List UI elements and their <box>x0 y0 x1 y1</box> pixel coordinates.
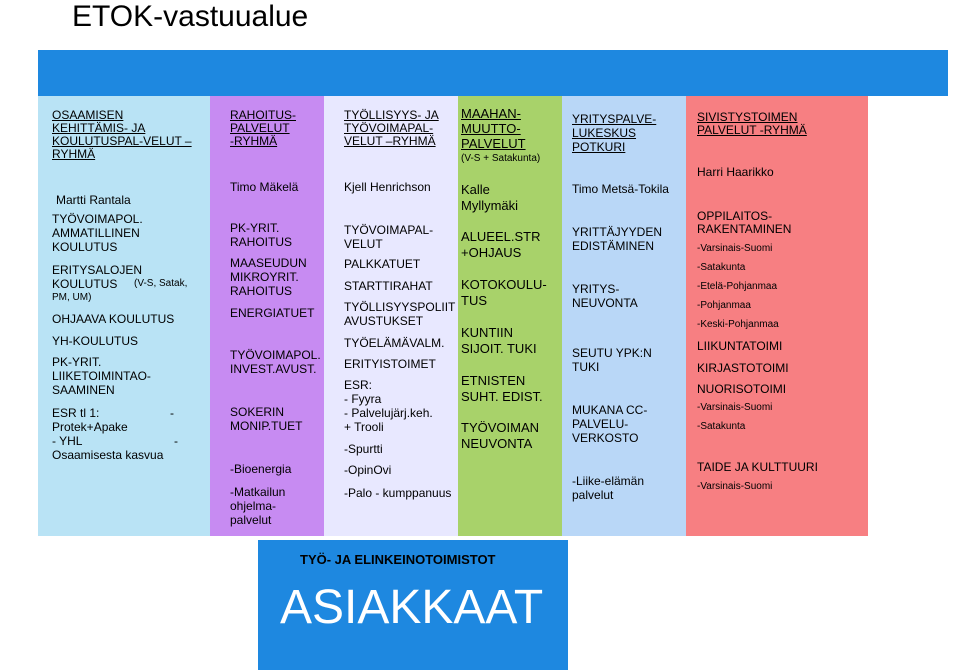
service-item: -Bioenergia <box>230 462 292 476</box>
column-header-line: KEHITTÄMIS- JA <box>52 121 146 135</box>
service-item: SOKERIN <box>230 405 285 419</box>
service-item: RAHOITUS <box>230 284 293 298</box>
region-item: -Etelä-Pohjanmaa <box>697 281 778 292</box>
service-item: YRITYS- <box>572 282 620 296</box>
service-item: ALUEEL.STR <box>461 229 541 244</box>
service-note: (V-S, Satak, <box>134 278 188 289</box>
service-item: PALVELU- <box>572 417 629 431</box>
service-item: RAHOITUS <box>230 235 293 249</box>
column-header-line: PALVELUT -RYHMÄ <box>697 123 807 137</box>
service-item: LIIKUNTATOIMI <box>697 339 783 353</box>
service-item: RAKENTAMINEN <box>697 222 792 236</box>
column-header-line: PALVELUT <box>230 121 290 135</box>
service-item: TYÖVOIMAPAL- <box>344 223 434 237</box>
region-item: -Pohjanmaa <box>697 300 751 311</box>
service-item: SUHT. EDIST. <box>461 389 543 404</box>
column-yrityspalvelu <box>562 96 686 536</box>
column-header-line: VELUT –RYHMÄ <box>344 134 436 148</box>
service-item: ETNISTEN <box>461 373 526 388</box>
column-header-line: POTKURI <box>572 140 626 154</box>
service-item: - Palvelujärj.keh. <box>344 406 433 420</box>
customers-label: ASIAKKAAT <box>280 581 544 634</box>
service-item: YRITTÄJYYDEN <box>572 225 663 239</box>
service-item: MAASEUDUN <box>230 256 307 270</box>
region-item: -Varsinais-Suomi <box>697 402 773 413</box>
column-header-line: MUUTTO- <box>461 121 521 136</box>
group-leader: Martti Rantala <box>56 193 131 207</box>
service-item: LIIKETOIMINTAO- <box>52 369 151 383</box>
column-header-note: (V-S + Satakunta) <box>461 153 541 164</box>
service-item: -Liike-elämän <box>572 474 645 488</box>
service-item: ESR tl 1: <box>52 406 100 420</box>
service-item: NEUVONTA <box>572 296 638 310</box>
service-item: ESR: <box>344 378 373 392</box>
service-item: TYÖVOIMAPOL. <box>52 212 143 226</box>
service-item: AMMATILLINEN <box>52 226 140 240</box>
service-item: VELUT <box>344 237 383 251</box>
service-item: KIRJASTOTOIMI <box>697 361 789 375</box>
page-title: ETOK-vastuualue <box>72 0 309 33</box>
column-header-line: MAAHAN- <box>461 106 521 121</box>
service-item: SEUTU YPK:N <box>572 346 652 360</box>
group-leader: Kjell Henrichson <box>344 180 431 194</box>
service-item: TYÖVOIMAPOL. <box>230 348 321 362</box>
service-item: AVUSTUKSET <box>344 314 424 328</box>
service-item: YH-KOULUTUS <box>52 334 139 348</box>
service-item: KOULUTUS <box>52 240 118 254</box>
service-item: OHJAAVA KOULUTUS <box>52 312 175 326</box>
service-note: PM, UM) <box>52 292 92 303</box>
group-leader: Timo Metsä-Tokila <box>572 182 669 196</box>
service-item: ERITYSALOJEN <box>52 263 143 277</box>
column-header-line: YRITYSPALVE- <box>572 112 657 126</box>
region-item: -Varsinais-Suomi <box>697 481 773 492</box>
service-item: NEUVONTA <box>461 436 533 451</box>
group-leader: Harri Haarikko <box>697 165 774 179</box>
service-item: - Fyyra <box>344 392 382 406</box>
service-item: Osaamisesta kasvua <box>52 448 164 462</box>
service-item: -OpinOvi <box>344 463 392 477</box>
service-item: +OHJAUS <box>461 245 522 260</box>
service-item: SIJOIT. TUKI <box>461 341 537 356</box>
column-header-line: PALVELUT <box>461 136 526 151</box>
service-item: PK-YRIT. <box>230 221 280 235</box>
service-item: -Palo - kumppanuus <box>344 486 452 500</box>
service-item: KOTOKOULU- <box>461 277 547 292</box>
column-header-line: -RYHMÄ <box>230 134 278 148</box>
region-item: -Keski-Pohjanmaa <box>697 319 779 330</box>
service-item: OPPILAITOS- <box>697 209 773 223</box>
service-item: TYÖLLISYYSPOLIIT <box>344 300 456 314</box>
column-header-line: KOULUTUSPAL-VELUT – <box>52 134 192 148</box>
service-item: NUORISOTOIMI <box>697 382 787 396</box>
column-rahoitus <box>210 96 324 536</box>
service-item: KUNTIIN <box>461 325 513 340</box>
service-item: MIKROYRIT. <box>230 270 299 284</box>
group-leader: Timo Mäkelä <box>230 180 299 194</box>
service-item: EDISTÄMINEN <box>572 239 655 253</box>
region-item: -Varsinais-Suomi <box>697 243 773 254</box>
column-header-line: TYÖVOIMAPAL- <box>344 121 434 135</box>
column-header-line: RYHMÄ <box>52 147 96 161</box>
service-item: -Matkailun <box>230 485 286 499</box>
service-item: INVEST.AVUST. <box>230 362 317 376</box>
employment-offices-label: TYÖ- JA ELINKEINOTOIMISTOT <box>300 552 496 567</box>
service-item: ERITYISTOIMET <box>344 357 436 371</box>
column-header-line: TYÖLLISYYS- JA <box>344 108 439 122</box>
group-leader: Myllymäki <box>461 198 519 213</box>
service-item: TYÖELÄMÄVALM. <box>344 336 445 350</box>
column-header-line: SIVISTYSTOIMEN <box>697 110 798 124</box>
service-item: MUKANA CC- <box>572 403 648 417</box>
service-item: PK-YRIT. <box>52 355 102 369</box>
unit-banner-label: TYÖLLISYYS, YRITTÄJYYS JA SIVISTYS YKSIKKÖ / Kimmo Puolitaival <box>319 16 740 31</box>
service-item: KOULUTUS <box>52 277 118 291</box>
service-item: VERKOSTO <box>572 431 639 445</box>
service-item: ohjelma- <box>230 499 277 513</box>
unit-banner <box>38 50 948 96</box>
service-item: STARTTIRAHAT <box>344 279 433 293</box>
region-item: -Satakunta <box>697 262 746 273</box>
service-item: - <box>174 434 178 448</box>
column-header-line: OSAAMISEN <box>52 108 124 122</box>
service-item: TUS <box>461 293 487 308</box>
service-item: -Spurtti <box>344 442 383 456</box>
group-leader: Kalle <box>461 182 490 197</box>
service-item: MONIP.TUET <box>230 419 303 433</box>
column-header-line: RAHOITUS- <box>230 108 296 122</box>
column-tyollisyys <box>324 96 458 536</box>
service-item: palvelut <box>230 513 272 527</box>
column-header-line: LUKESKUS <box>572 126 637 140</box>
column-maahanmuutto <box>458 96 562 536</box>
service-item: + Trooli <box>344 420 384 434</box>
service-item: palvelut <box>572 488 614 502</box>
service-item: Protek+Apake <box>52 420 128 434</box>
service-item: SAAMINEN <box>52 383 115 397</box>
column-sivistys <box>686 96 868 536</box>
service-item: PALKKATUET <box>344 257 421 271</box>
service-item: TYÖVOIMAN <box>461 420 540 435</box>
region-item: -Satakunta <box>697 421 746 432</box>
service-item: - YHL <box>52 434 83 448</box>
column-osaamisen <box>38 96 210 536</box>
service-item: TAIDE JA KULTTUURI <box>697 460 818 474</box>
service-item: - <box>170 406 174 420</box>
service-item: ENERGIATUET <box>230 306 315 320</box>
service-item: TUKI <box>572 360 600 374</box>
